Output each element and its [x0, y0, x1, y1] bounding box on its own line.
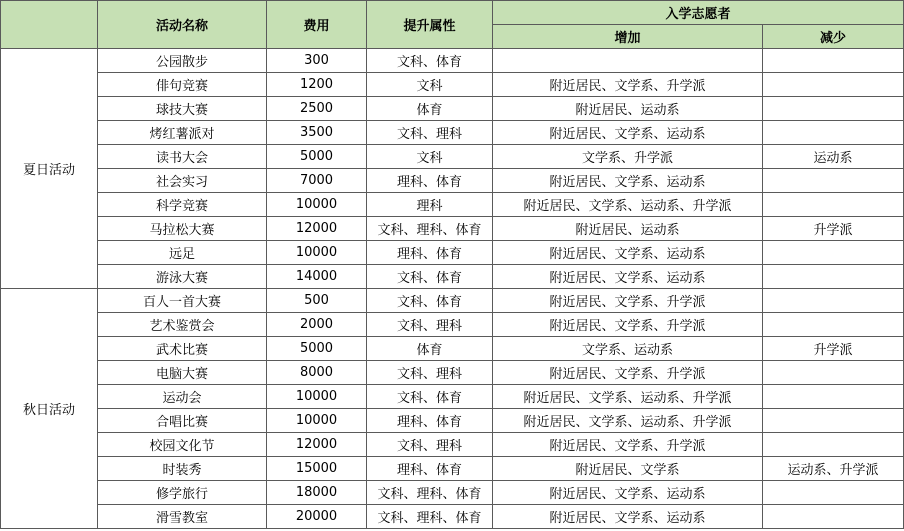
table-row [1, 145, 904, 169]
cell-decrease: 升学派 [763, 337, 904, 361]
cell-name: 烤红薯派对 [98, 121, 267, 145]
cell-decrease [763, 505, 904, 529]
cell-name: 校园文化节 [98, 433, 267, 457]
cell-increase: 附近居民、运动系 [493, 97, 763, 121]
cell-attr: 文科、体育 [367, 49, 493, 73]
cell-attr: 文科 [367, 145, 493, 169]
table-row [1, 169, 904, 193]
cell-increase: 附近居民、运动系 [493, 217, 763, 241]
cell-name: 远足 [98, 241, 267, 265]
cell-name: 俳句竞赛 [98, 73, 267, 97]
table-row [1, 457, 904, 481]
cell-name: 球技大赛 [98, 97, 267, 121]
table-row [1, 505, 904, 529]
cell-attr: 文科、理科、体育 [367, 481, 493, 505]
table-row [1, 337, 904, 361]
cell-attr: 文科、理科、体育 [367, 505, 493, 529]
cell-cost: 12000 [267, 433, 367, 457]
cell-name: 公园散步 [98, 49, 267, 73]
cell-cost: 5000 [267, 145, 367, 169]
cell-increase: 文学系、升学派 [493, 145, 763, 169]
cell-increase: 附近居民、文学系、升学派 [493, 73, 763, 97]
cell-cost: 2000 [267, 313, 367, 337]
cell-attr: 文科、体育 [367, 385, 493, 409]
cell-cost: 10000 [267, 241, 367, 265]
cell-attr: 文科、体育 [367, 289, 493, 313]
cell-attr: 体育 [367, 97, 493, 121]
table-row [1, 433, 904, 457]
cell-attr: 理科、体育 [367, 169, 493, 193]
cell-cost: 5000 [267, 337, 367, 361]
header-increase: 增加 [493, 25, 763, 49]
cell-attr: 理科、体育 [367, 241, 493, 265]
table-row [1, 73, 904, 97]
cell-decrease [763, 121, 904, 145]
cell-name: 游泳大赛 [98, 265, 267, 289]
cell-cost: 15000 [267, 457, 367, 481]
cell-decrease [763, 169, 904, 193]
header-cost: 费用 [267, 1, 367, 49]
cell-name: 百人一首大赛 [98, 289, 267, 313]
cell-name: 滑雪教室 [98, 505, 267, 529]
cell-attr: 体育 [367, 337, 493, 361]
table-body [1, 49, 904, 529]
cell-cost: 10000 [267, 193, 367, 217]
cell-cost: 14000 [267, 265, 367, 289]
cell-decrease [763, 289, 904, 313]
cell-increase: 附近居民、文学系、运动系、升学派 [493, 409, 763, 433]
cell-attr: 理科、体育 [367, 457, 493, 481]
cell-cost: 7000 [267, 169, 367, 193]
cell-decrease [763, 409, 904, 433]
cell-increase: 附近居民、文学系、运动系 [493, 121, 763, 145]
cell-increase: 附近居民、文学系、升学派 [493, 433, 763, 457]
cell-decrease: 升学派 [763, 217, 904, 241]
cell-increase: 附近居民、文学系、运动系 [493, 265, 763, 289]
cell-cost: 18000 [267, 481, 367, 505]
cell-cost: 8000 [267, 361, 367, 385]
table-row [1, 361, 904, 385]
cell-name: 马拉松大赛 [98, 217, 267, 241]
header-row-1 [1, 1, 904, 25]
cell-attr: 文科、理科 [367, 433, 493, 457]
cell-decrease [763, 313, 904, 337]
table-row [1, 289, 904, 313]
cell-attr: 文科、理科 [367, 121, 493, 145]
cell-increase: 附近居民、文学系、运动系 [493, 241, 763, 265]
table-row [1, 313, 904, 337]
cell-attr: 理科 [367, 193, 493, 217]
cell-name: 电脑大赛 [98, 361, 267, 385]
cell-increase: 附近居民、文学系、运动系 [493, 481, 763, 505]
cell-name: 时装秀 [98, 457, 267, 481]
cell-name: 社会实习 [98, 169, 267, 193]
cell-increase: 文学系、运动系 [493, 337, 763, 361]
table-row [1, 241, 904, 265]
cell-attr: 文科、体育 [367, 265, 493, 289]
table-row [1, 385, 904, 409]
cell-name: 艺术鉴赏会 [98, 313, 267, 337]
table-row [1, 49, 904, 73]
cell-decrease [763, 265, 904, 289]
cell-decrease [763, 97, 904, 121]
cell-attr: 文科、理科、体育 [367, 217, 493, 241]
cell-name: 运动会 [98, 385, 267, 409]
corner-cell [1, 1, 98, 49]
cell-decrease: 运动系、升学派 [763, 457, 904, 481]
cell-increase: 附近居民、文学系、升学派 [493, 361, 763, 385]
cell-increase: 附近居民、文学系、运动系、升学派 [493, 385, 763, 409]
table-row [1, 409, 904, 433]
cell-increase [493, 49, 763, 73]
cell-decrease [763, 481, 904, 505]
cell-cost: 3500 [267, 121, 367, 145]
table-row [1, 481, 904, 505]
cell-name: 合唱比赛 [98, 409, 267, 433]
table-row [1, 193, 904, 217]
cell-decrease: 运动系 [763, 145, 904, 169]
table-row [1, 97, 904, 121]
table-row [1, 265, 904, 289]
cell-decrease [763, 241, 904, 265]
header-attr: 提升属性 [367, 1, 493, 49]
cell-attr: 文科 [367, 73, 493, 97]
cell-cost: 1200 [267, 73, 367, 97]
cell-cost: 20000 [267, 505, 367, 529]
cell-cost: 10000 [267, 409, 367, 433]
cell-cost: 2500 [267, 97, 367, 121]
cell-decrease [763, 49, 904, 73]
season-label: 秋日活动 [1, 289, 98, 529]
cell-cost: 500 [267, 289, 367, 313]
cell-decrease [763, 361, 904, 385]
cell-increase: 附近居民、文学系 [493, 457, 763, 481]
cell-increase: 附近居民、文学系、升学派 [493, 289, 763, 313]
cell-decrease [763, 433, 904, 457]
cell-attr: 文科、理科 [367, 361, 493, 385]
header-decrease: 减少 [763, 25, 904, 49]
cell-cost: 12000 [267, 217, 367, 241]
season-label: 夏日活动 [1, 49, 98, 289]
cell-attr: 文科、理科 [367, 313, 493, 337]
cell-cost: 300 [267, 49, 367, 73]
cell-cost: 10000 [267, 385, 367, 409]
header-volunteers: 入学志愿者 [493, 1, 904, 25]
cell-name: 修学旅行 [98, 481, 267, 505]
header-name: 活动名称 [98, 1, 267, 49]
cell-increase: 附近居民、文学系、升学派 [493, 313, 763, 337]
table-row [1, 121, 904, 145]
cell-decrease [763, 193, 904, 217]
cell-name: 读书大会 [98, 145, 267, 169]
cell-decrease [763, 385, 904, 409]
cell-name: 科学竞赛 [98, 193, 267, 217]
cell-decrease [763, 73, 904, 97]
cell-attr: 理科、体育 [367, 409, 493, 433]
cell-increase: 附近居民、文学系、运动系 [493, 169, 763, 193]
cell-increase: 附近居民、文学系、运动系、升学派 [493, 193, 763, 217]
cell-name: 武术比赛 [98, 337, 267, 361]
cell-increase: 附近居民、文学系、运动系 [493, 505, 763, 529]
table-row [1, 217, 904, 241]
